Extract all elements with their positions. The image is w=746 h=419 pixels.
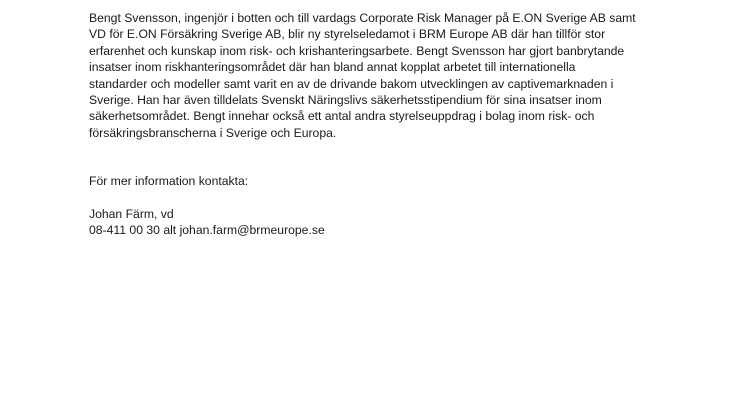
contact-name: Johan Färm, vd bbox=[89, 206, 174, 221]
spacer bbox=[89, 190, 689, 206]
paragraph-line: insatser inom riskhanteringsområdet där han bland annat kopplat arbetet till internationella bbox=[89, 60, 576, 75]
paragraph-line: Bengt Svensson, ingenjör i botten och till vardags Corporate Risk Manager på E.ON Sverige AB samt bbox=[89, 11, 636, 25]
contact-block bbox=[89, 206, 689, 239]
contact-heading: För mer information kontakta: bbox=[89, 174, 249, 189]
paragraph-line: erfarenhet och kunskap inom risk- och krishanteringsarbete. Bengt Svensson har gjort banbrytande bbox=[89, 43, 625, 58]
paragraph-line: försäkringsbranscherna i Sverige och Europa. bbox=[89, 125, 337, 140]
paragraph-line: VD för E.ON Försäkring Sverige AB, blir ny styrelseledamot i BRM Europe AB där han tillför stor bbox=[89, 27, 606, 42]
paragraph-line: Sverige. Han har även tilldelats Svenskt Näringslivs säkerhetsstipendium för sina insatser inom bbox=[89, 93, 602, 108]
contact-details: 08-411 00 30 alt johan.farm@brmeurope.se bbox=[89, 223, 325, 238]
body-paragraph bbox=[89, 10, 689, 141]
paragraph-line: säkerhetsområdet. Bengt innehar också ett antal andra styrelseuppdrag i bolag inom risk- och bbox=[89, 109, 595, 124]
paragraph-line: standarder och modeller samt varit en av de drivande bakom utvecklingen av captivemarknaden i bbox=[89, 76, 614, 91]
spacer bbox=[89, 141, 689, 173]
document-page bbox=[89, 10, 689, 238]
